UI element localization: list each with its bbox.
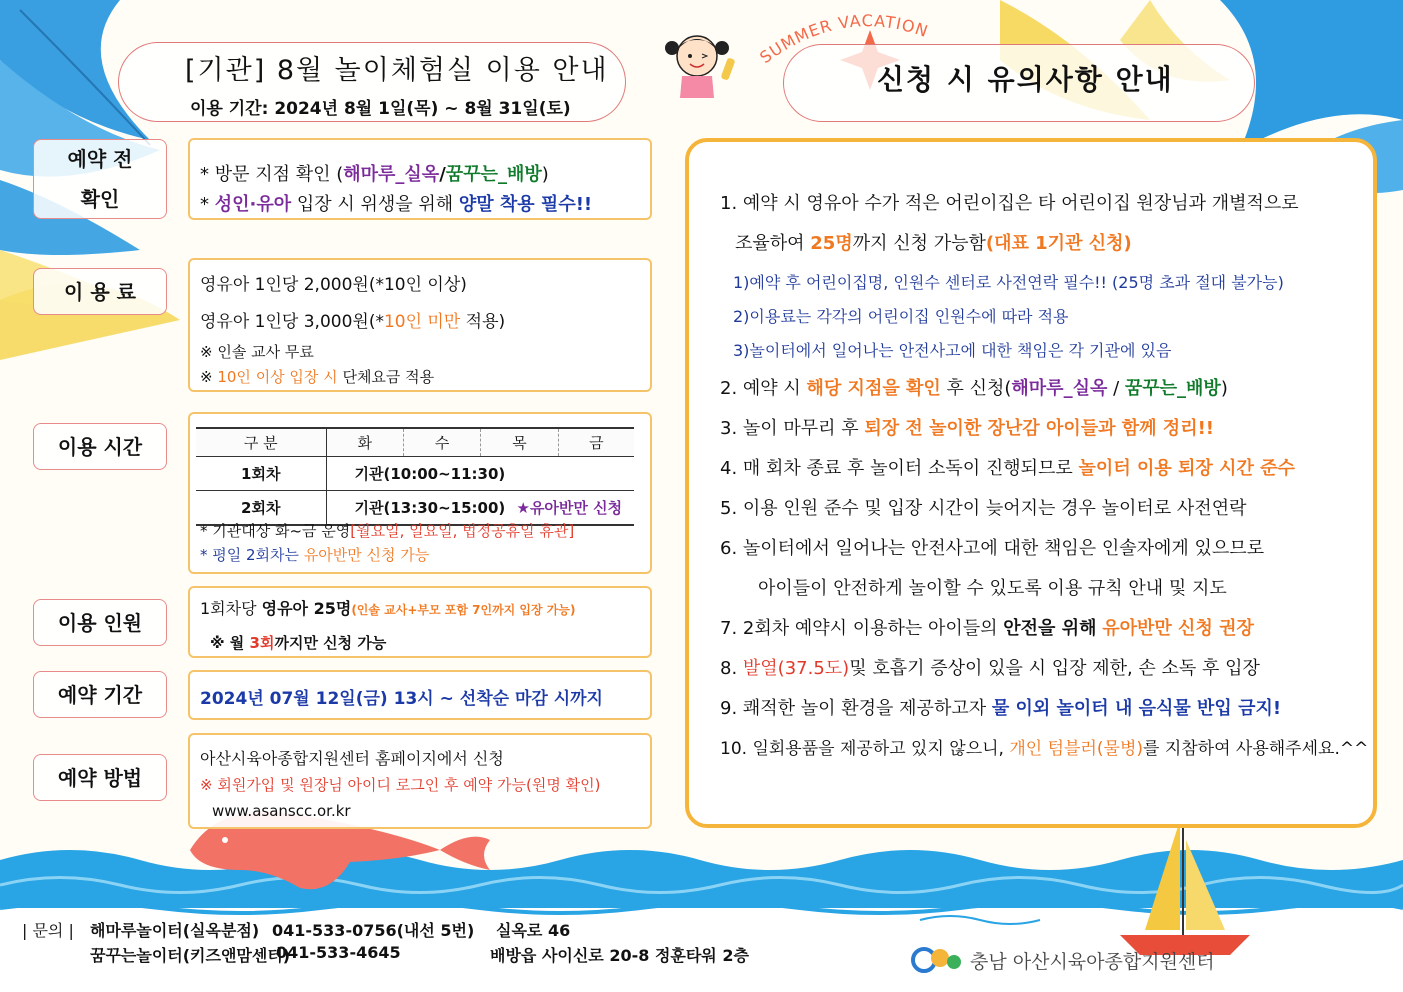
footer-silok-name: 해마루놀이터(실옥분점) <box>90 921 260 940</box>
no-food: 물 이외 놀이터 내 음식물 반입 금지! <box>991 698 1282 719</box>
label-fee: 이 용 료 <box>33 268 167 315</box>
text: 입장 시 위생을 위해 <box>291 194 459 215</box>
label-pre-check <box>33 139 167 219</box>
text: * 평일 2회차는 <box>200 546 304 564</box>
text: 7. 2회차 예약시 이용하는 아이들의 <box>720 618 1004 639</box>
text: 조율하여 <box>735 233 811 254</box>
text: ) <box>1220 378 1228 399</box>
rule-4 <box>720 454 1295 480</box>
text: ※ <box>200 368 218 386</box>
table-header-row <box>196 428 634 457</box>
text: 까지만 신청 가능 <box>274 634 387 652</box>
text: 단체요금 적용 <box>337 368 435 386</box>
reservation-period: 2024년 07월 12일(금) 13시 ~ 선착순 마감 시까지 <box>200 689 603 709</box>
text: 2. 예약 시 <box>720 378 807 399</box>
pre-check-line1 <box>200 160 549 186</box>
notice-title: 신청 시 유의사항 안내 <box>877 63 1174 96</box>
over-10: 10인 이상 입장 시 <box>217 368 338 386</box>
label-pre-check-line1: 예약 전 <box>67 147 133 171</box>
footer-silok-phone: 041-533-0756(내선 5번) <box>272 921 475 940</box>
rule-6-line1: 6. 놀이터에서 일어나는 안전사고에 대한 책임은 인솔자에게 있으므로 <box>720 538 1265 559</box>
row-label: 2회차 <box>196 491 326 526</box>
footer-baebang-phone: 041-533-4645 <box>276 943 401 962</box>
org-logo-icon <box>910 942 964 978</box>
capacity: 영유아 25명 <box>261 599 352 618</box>
text: * 방문 지점 확인 ( <box>200 164 344 185</box>
rule-1-sub2: 2)이용료는 각각의 어린이집 인원수에 따라 적용 <box>733 307 1069 326</box>
closed-days: [월요일, 일요일, 법정공휴일 휴관] <box>350 522 575 540</box>
use-period: 이용 기간: 2024년 8월 1일(목) ~ 8월 31일(토) <box>190 99 571 119</box>
footer-baebang-name: 꿈꾸는놀이터(키즈앤맘센터) <box>90 946 291 965</box>
method-line1: 아산시육아종합지원센터 홈페이지에서 신청 <box>200 749 504 768</box>
adult-child: 성인·유아 <box>214 194 292 215</box>
branch-silok: 해마루_실옥 <box>1011 378 1108 399</box>
footer-org-name: 충남 아산시육아종합지원센터 <box>970 951 1215 973</box>
text: 까지 신청 가능함 <box>852 233 986 254</box>
col-header: 수 <box>403 428 480 457</box>
text: 영유아 1인당 3,000원(* <box>200 312 384 332</box>
schedule-note2 <box>200 544 429 565</box>
col-header: 목 <box>481 428 558 457</box>
text: ※ 월 <box>210 634 250 652</box>
child-only-note: ★유아반만 신청 <box>516 499 623 517</box>
text: 적용) <box>460 312 506 332</box>
rule-8 <box>720 654 1260 680</box>
text: / <box>439 164 446 185</box>
col-header: 구 분 <box>196 428 326 457</box>
branch-baebang: 꿈꾸는_배방 <box>445 164 542 185</box>
row-label: 1회차 <box>196 457 326 491</box>
col-header: 화 <box>326 428 403 457</box>
check-branch: 해당 지점을 확인 <box>806 378 941 399</box>
rule-3 <box>720 414 1214 440</box>
footer-baebang-addr: 배방읍 사이신로 20-8 정훈타워 2층 <box>490 946 749 965</box>
people-line2 <box>210 632 386 653</box>
capacity-note: (인솔 교사+부모 포함 7인까지 입장 가능) <box>351 603 576 617</box>
child-only: 유아반만 신청 가능 <box>303 546 430 564</box>
text: 4. 매 회차 종료 후 놀이터 소독이 진행되므로 <box>720 458 1079 479</box>
method-line2: ※ 회원가입 및 원장님 아이디 로그인 후 예약 가능(원명 확인) <box>200 776 601 794</box>
one-org: (대표 1기관 신청) <box>985 233 1132 254</box>
rule-10 <box>720 734 1368 759</box>
time-value: 기관(13:30~15:00) <box>354 499 506 517</box>
label-method: 예약 방법 <box>33 754 167 801</box>
cleanup-note: 퇴장 전 놀이한 장난감 아이들과 함께 정리!! <box>864 418 1215 439</box>
fee-line2 <box>200 307 505 332</box>
fee-line1: 영유아 1인당 2,000원(*10인 이상) <box>200 275 467 295</box>
footer-silok-addr: 실옥로 46 <box>496 921 571 940</box>
text: / <box>1107 378 1125 399</box>
label-time: 이용 시간 <box>33 423 167 470</box>
rule-5: 5. 이용 인원 준수 및 입장 시간이 늦어지는 경우 놀이터로 사전연락 <box>720 498 1247 519</box>
label-period: 예약 기간 <box>33 671 167 718</box>
rule-1-sub3: 3)놀이터에서 일어나는 안전사고에 대한 책임은 각 기관에 있음 <box>733 341 1172 360</box>
footer-inquiry: | 문의 | <box>22 921 74 940</box>
schedule-note1 <box>200 520 574 541</box>
text: 후 신청( <box>940 378 1012 399</box>
text: 3. 놀이 마무리 후 <box>720 418 865 439</box>
text: 9. 쾌적한 놀이 환경을 제공하고자 <box>720 698 992 719</box>
text: 및 호흡기 증상이 있을 시 입장 제한, 손 소독 후 입장 <box>849 658 1260 679</box>
text: * <box>200 194 215 215</box>
people-line1 <box>200 596 575 619</box>
max-25: 25명 <box>810 233 853 254</box>
rule-6-line2: 아이들이 안전하게 놀이할 수 있도록 이용 규칙 안내 및 지도 <box>758 578 1227 599</box>
tumbler: 개인 텀블러(물병) <box>1009 739 1143 759</box>
fee-line3: ※ 인솔 교사 무료 <box>200 343 314 361</box>
col-header: 금 <box>558 428 634 457</box>
rule-1-sub1: 1)예약 후 어린이집명, 인원수 센터로 사전연락 필수!! (25명 초과 절대 불가능) <box>733 273 1284 292</box>
row-value <box>326 457 634 491</box>
limit-count: 3회 <box>249 634 275 652</box>
text: * 기관대상 화~금 운영 <box>200 522 351 540</box>
safety: 안전을 위해 <box>1003 618 1097 639</box>
pre-check-line2 <box>200 190 592 216</box>
text: 를 지참하여 사용해주세요.^^ <box>1143 739 1369 759</box>
text: 8. <box>720 658 743 679</box>
girl-illustration <box>652 28 752 98</box>
text: 1회차당 <box>200 599 262 618</box>
socks-required: 양말 착용 필수!! <box>458 194 593 215</box>
rule-2 <box>720 374 1228 400</box>
label-people: 이용 인원 <box>33 599 167 646</box>
page-title: [기관] 8월 놀이체험실 이용 안내 <box>185 55 609 86</box>
text: ) <box>541 164 549 185</box>
fee-line4 <box>200 366 434 387</box>
branch-silok: 해마루_실옥 <box>343 164 440 185</box>
schedule-table <box>196 427 634 526</box>
fever: 발열(37.5도) <box>742 658 850 679</box>
website-link[interactable]: www.asanscc.or.kr <box>212 802 351 820</box>
text: 10. 일회용품을 제공하고 있지 않으니, <box>720 739 1010 759</box>
branch-baebang: 꿈꾸는_배방 <box>1124 378 1221 399</box>
rule-1-line2 <box>735 229 1132 255</box>
rule-9 <box>720 694 1281 720</box>
table-row <box>196 457 634 491</box>
under-10: 10인 미만 <box>383 312 461 332</box>
label-pre-check-line2: 확인 <box>80 187 120 211</box>
exit-time: 놀이터 이용 퇴장 시간 준수 <box>1078 458 1295 479</box>
arc-text: SUMMER VACATION <box>756 11 932 68</box>
rule-1-line1: 1. 예약 시 영유아 수가 적은 어린이집은 타 어린이집 원장님과 개별적으로 <box>720 193 1299 214</box>
child-only-recommend: 유아반만 신청 권장 <box>1102 618 1254 639</box>
rule-7 <box>720 614 1254 640</box>
time-value: 기관(10:00~11:30) <box>354 465 506 483</box>
